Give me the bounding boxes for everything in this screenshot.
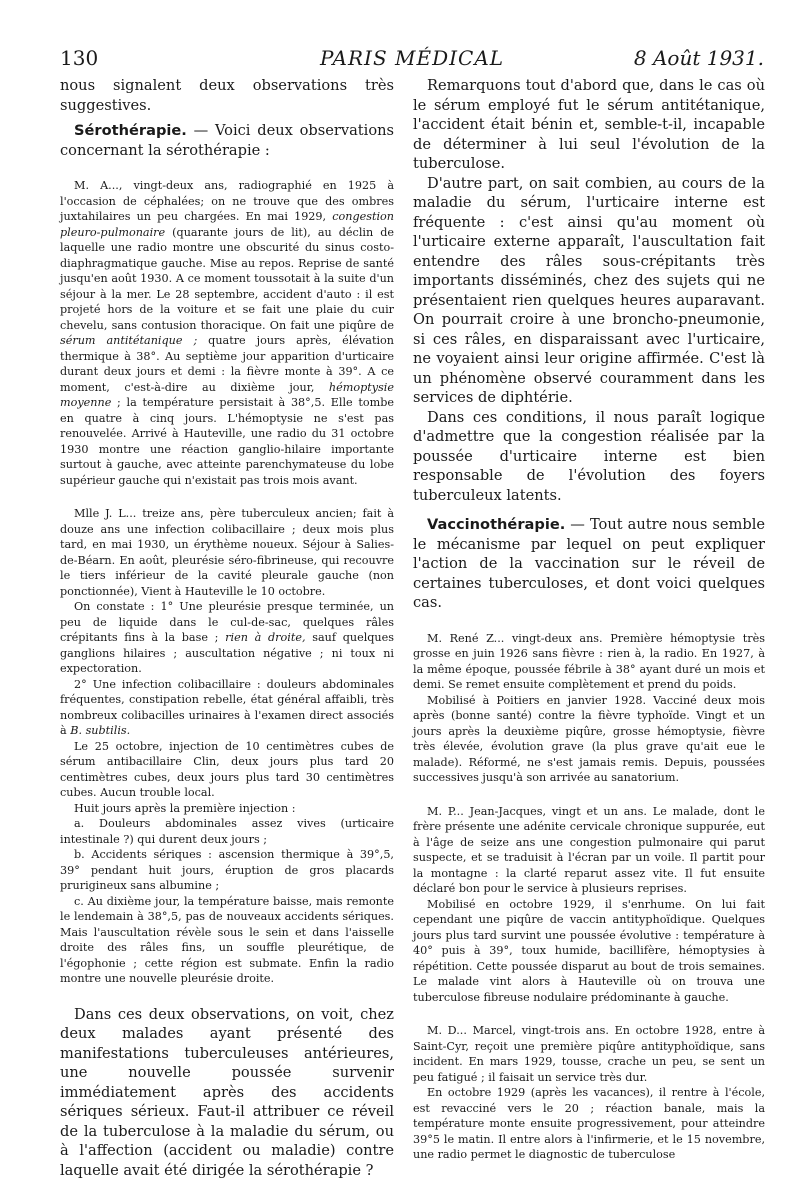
observation-constate: On constate : 1° Une pleurésie presque terminée, un peu de liquide dans le cul-de-sac, quelques râles crépitants fins à la base ; rien à droite, sauf quelques ganglions hilaires ; auscultation négative ; ni toux ni expectoration. [60,599,394,677]
page-number: 130 [60,46,98,70]
vaccinotherapy-heading: Vaccinothérapie. [427,516,565,533]
urticaria-paragraph: D'autre part, on sait combien, au cours de la maladie du sérum, l'urticaire interne est fréquente : c'est ainsi qu'au moment où l'urticaire externe apparaît, l'auscultation fait entendre des râles sous-crépitants très importants disséminés, chez des sujets qui ne présentaient rien quelques heures auparavant. On pourrait croire à une broncho-pneumonie, si ces râles, en disparaissant avec l'urticaire, ne voyaient ainsi leur origine affirmée. C'est là un phénomène observé couramment dans les services de diphtérie. [413,174,765,408]
observation-marcel-2: En octobre 1929 (après les vacances), il rentre à l'école, est revacciné vers le 20 ; réaction banale, mais la température monte ensuite progressivement, pour atteindre 39°5 le matin. Il entre alors à l'infirmerie, et le 15 novembre, une radio permet le diagnostic de tuberculose [413,1085,765,1163]
vaccinotherapy-paragraph: Vaccinothérapie. — Tout autre nous semble le mécanisme par lequel on peut expliquer l'action de la vaccination sur le réveil de certaines tuberculoses, et dont voici quelques cas. [413,515,765,613]
observation-marcel-1: M. D... Marcel, vingt-trois ans. En octobre 1928, entre à Saint-Cyr, reçoit une première piqûre antityphoïdique, sans incident. En mars 1929, tousse, crache un peu, se sent un peu fatigué ; il faisait un service très dur. [413,1023,765,1085]
issue-date: 8 Août 1931. [634,46,764,70]
observation-rene-2: Mobilisé à Poitiers en janvier 1928. Vacciné deux mois après (bonne santé) contre la fièvre typhoïde. Vingt et un jours après la deuxième piqûre, grosse hémoptysie, fièvre très élevée, évolution grave (la plus grave qu'ait eue le malade). Réformé, ne s'est jamais remis. Depuis, poussées successives jusqu'à son arrivée au sanatorium. [413,693,765,786]
right-column [413,76,765,1163]
intro-paragraph: nous signalent deux observations très suggestives. [60,76,394,115]
observation-injection: Le 25 octobre, injection de 10 centimètres cubes de sérum antibacillaire Clin, deux jours plus tard 20 centimètres cubes, deux jours plus tard 30 centimètres cubes. Aucun trouble local. [60,739,394,801]
observation-item-b: b. Accidents sériques : ascension thermique à 39°,5, 39° pendant huit jours, éruption de gros placards prurigineux sans albumine ; [60,847,394,894]
left-column [60,76,394,1180]
observation-rene-1: M. René Z... vingt-deux ans. Première hémoptysie très grosse en juin 1926 sans fièvre : rien à, la radio. En 1927, à la même époque, poussée fébrile à 38° ayant duré un mois et demi. Se remet ensuite complètement et prend du poids. [413,631,765,693]
running-header [60,46,764,76]
observation-item-a: a. Douleurs abdominales assez vives (urticaire intestinale ?) qui durent deux jours ; [60,816,394,847]
observation-infection: 2° Une infection colibacillaire : douleurs abdominales fréquentes, constipation rebelle, état général affaibli, très nombreux colibacilles urinaires à l'examen direct associés à B. subtilis. [60,677,394,739]
serotherapy-paragraph: Sérothérapie. — Voici deux observations concernant la sérothérapie : [60,121,394,160]
observation-huit-jours: Huit jours après la première injection : [60,801,394,817]
remarks-paragraph: Remarquons tout d'abord que, dans le cas où le sérum employé fut le sérum antitétanique, l'accident était bénin et, semble-t-il, incapable de déterminer à lui seul l'évolution de la tuberculose. [413,76,765,174]
observation-item-c: c. Au dixième jour, la température baisse, mais remonte le lendemain à 38°,5, pas de nouveaux accidents sériques. Mais l'auscultation révèle sous le sein et dans l'aisselle droite des râles fins, un souffle pleurétique, de l'égophonie ; cette région est submate. Enfin la radio montre une nouvelle pleurésie droite. [60,894,394,987]
conditions-paragraph: Dans ces conditions, il nous paraît logique d'admettre que la congestion réalisée par la poussée d'urticaire interne est bien responsable de l'évolution des foyers tuberculeux latents. [413,408,765,506]
observation-mlle-jl: Mlle J. L... treize ans, père tuberculeux ancien; fait à douze ans une infection colibacillaire ; deux mois plus tard, en mai 1930, un érythème noueux. Séjour à Salies-de-Béarn. En août, pleurésie séro-fibrineuse, qui recouvre le tiers inférieur de la cavité pleurale gauche (non ponctionnée), Vient à Hauteville le 10 octobre. [60,506,394,599]
observation-jean-jacques-2: Mobilisé en octobre 1929, il s'enrhume. On lui fait cependant une piqûre de vaccin antityphoïdique. Quelques jours plus tard survint une poussée évolutive : température à 40° puis à 39°, toux humide, bacillifère, hémoptysies à répétition. Cette poussée disparut au bout de trois semaines. Le malade vint alors à Hauteville où on trouva une tuberculose fibreuse nodulaire prédominante à gauche. [413,897,765,1006]
observation-m-a: M. A..., vingt-deux ans, radiographié en 1925 à l'occasion de céphalées; on ne trouve que des ombres juxtahilaires un peu chargées. En mai 1929, congestion pleuro-pulmonaire (quarante jours de lit), au déclin de laquelle une radio montre une obscurité du sinus costo-diaphragmatique gauche. Mise au repos. Reprise de santé jusqu'en août 1930. A ce moment toussotait à la suite d'un séjour à la mer. Le 28 septembre, accident d'auto : il est projeté hors de la voiture et se fait une plaie du cuir chevelu, sans contusion thoracique. On fait une piqûre de sérum antitétanique ; quatre jours après, élévation thermique à 38°. Au septième jour apparition d'urticaire durant deux jours et demi : la fièvre monte à 39°. A ce moment, c'est-à-dire au dixième jour, hémoptysie moyenne ; la température persistait à 38°,5. Elle tombe en quatre à cinq jours. L'hémoptysie ne s'est pas renouvelée. Arrivé à Hauteville, une radio du 31 octobre 1930 montre une réaction ganglio-hilaire importante surtout à gauche, avec atteinte parenchymateuse du lobe supérieur gauche qui n'existait pas trois mois avant. [60,178,394,488]
journal-title: PARIS MÉDICAL [60,46,764,70]
observation-jean-jacques-1: M. P... Jean-Jacques, vingt et un ans. Le malade, dont le frère présente une adénite cervicale chronique suppurée, eut à l'âge de seize ans une congestion pulmonaire qui parut suspecte, et se traduisit à l'écran par un voile. Il partit pour la montagne : la clarté reparut assez vite. Il fut ensuite déclaré bon pour le service à plusieurs reprises. [413,804,765,897]
conclusion-paragraph: Dans ces deux observations, on voit, chez deux malades ayant présenté des manifestations tuberculeuses antérieures, une nouvelle poussée survenir immédiatement après des accidents sériques sérieux. Faut-il attribuer ce réveil de la tuberculose à la maladie du sérum, ou à l'affection (accident ou maladie) contre laquelle avait été dirigée la sérothérapie ? [60,1005,394,1180]
serotherapy-heading: Sérothérapie. [74,122,187,139]
